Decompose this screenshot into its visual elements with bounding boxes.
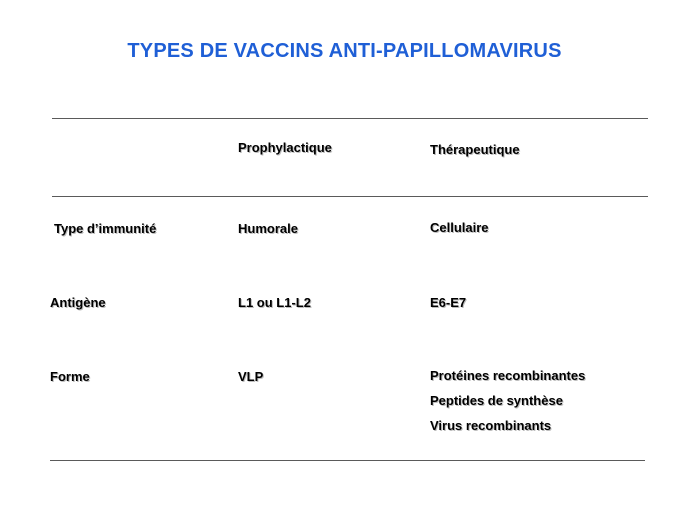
title-text: TYPES DE VACCINS ANTI-PAPILLOMAVIRUS bbox=[127, 40, 562, 62]
page-title bbox=[0, 40, 689, 63]
table-header-rule bbox=[52, 196, 648, 197]
table-bottom-rule bbox=[50, 460, 645, 461]
list-item: Protéines recombinantes bbox=[430, 368, 586, 383]
cell-immunity-therapeutic: Cellulaire bbox=[430, 220, 489, 235]
cell-form-prophylactic: VLP bbox=[238, 369, 264, 384]
cell-antigen-prophylactic: L1 ou L1-L2 bbox=[238, 295, 311, 310]
cell-form-therapeutic-list bbox=[430, 368, 585, 443]
list-item: Virus recombinants bbox=[430, 418, 552, 433]
column-header-therapeutic: Thérapeutique bbox=[430, 142, 520, 157]
column-header-prophylactic: Prophylactique bbox=[238, 140, 332, 155]
table-top-rule bbox=[52, 118, 648, 119]
row-label-immunity-type: Type d’immunité bbox=[54, 221, 157, 236]
row-label-antigen: Antigène bbox=[50, 295, 106, 310]
cell-antigen-therapeutic: E6-E7 bbox=[430, 295, 467, 310]
cell-immunity-prophylactic: Humorale bbox=[238, 221, 298, 236]
row-label-form: Forme bbox=[50, 369, 90, 384]
list-item: Peptides de synthèse bbox=[430, 393, 563, 408]
